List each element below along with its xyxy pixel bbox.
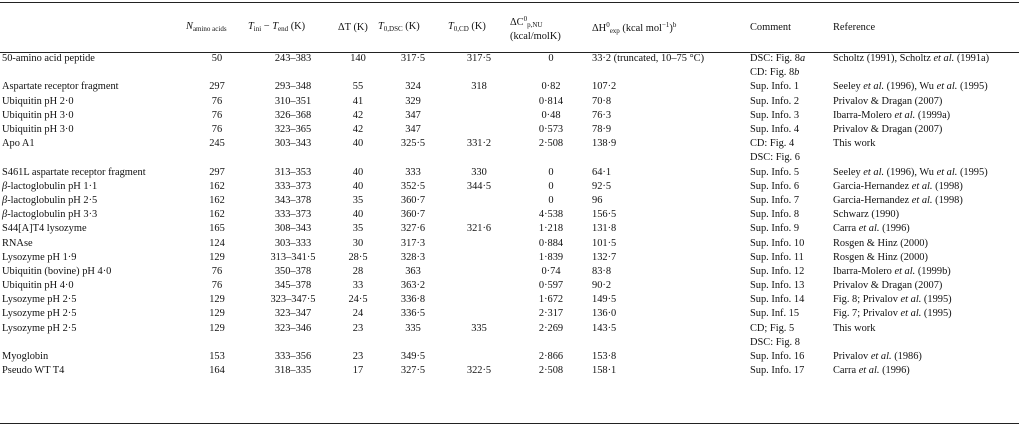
table-row: [0, 123, 1019, 137]
cell-reference: Carra et al. (1996): [833, 365, 910, 377]
header-comment: Comment: [750, 22, 791, 33]
table-row: [0, 95, 1019, 109]
cell-t0-dsc: 324: [405, 81, 421, 93]
table-row: [0, 80, 1019, 94]
cell-comment: Sup. Info. 13: [750, 280, 805, 292]
cell-t-range: 326–368: [274, 109, 312, 121]
cell-delta-c: 0·597: [538, 280, 564, 292]
cell-t0-cd: [448, 293, 510, 307]
cell-delta-t: 23: [352, 322, 364, 334]
cell-reference: Seeley et al. (1996), Wu et al. (1995): [833, 166, 988, 178]
cell-t0-cd: [448, 236, 510, 250]
cell-comment: CD: Fig. 8b: [750, 67, 800, 79]
cell-comment: Sup. Info. 9: [750, 223, 800, 235]
cell-delta-h: 64·1: [592, 166, 612, 178]
cell-reference: Seeley et al. (1996), Wu et al. (1995): [833, 81, 988, 93]
cell-n-amino: 129: [209, 251, 225, 263]
cell-reference: Garcia-Hernandez et al. (1998): [833, 194, 963, 206]
cell-delta-t: 41: [352, 95, 364, 107]
cell-t0-dsc: 336·5: [400, 308, 426, 320]
cell-delta-c: 0·814: [538, 95, 564, 107]
cell-delta-h: 149·5: [592, 294, 617, 306]
cell-t-range: 323–346: [274, 322, 312, 334]
cell-n-amino: [186, 336, 248, 350]
header-t-range: $T_{ini} - T_{end}$ (K): [248, 21, 306, 33]
table-row: [0, 52, 1019, 66]
cell-t0-cd: [448, 66, 510, 80]
cell-t0-cd: 330: [471, 166, 487, 178]
cell-delta-h: 76·3: [592, 109, 612, 121]
cell-delta-c: 1·672: [538, 294, 564, 306]
cell-delta-h: 70·8: [592, 95, 612, 107]
cell-name: β-lactoglobulin pH 3·3: [2, 209, 98, 221]
protein-unfolding-table: [0, 4, 1019, 378]
cell-delta-h: 136·0: [592, 308, 617, 320]
cell-delta-c: 0·884: [538, 237, 564, 249]
cell-n-amino: 297: [209, 81, 225, 93]
cell-t0-dsc: [378, 66, 448, 80]
cell-delta-h: 153·8: [592, 351, 617, 363]
cell-n-amino: 162: [209, 180, 225, 192]
cell-t-range: 343–378: [274, 194, 312, 206]
cell-name: β-lactoglobulin pH 1·1: [2, 180, 98, 192]
cell-delta-t: 40: [352, 166, 364, 178]
cell-delta-c: 2·317: [538, 308, 564, 320]
cell-comment: Sup. Info. 8: [750, 209, 800, 221]
cell-t-range: 350–378: [274, 265, 312, 277]
cell-comment: Sup. Info. 16: [750, 351, 805, 363]
cell-t0-dsc: [378, 336, 448, 350]
cell-t-range: 323–365: [274, 124, 312, 136]
cell-t-range: 308–343: [274, 223, 312, 235]
cell-t-range: 333–356: [274, 351, 312, 363]
cell-t-range: [248, 151, 338, 165]
table-row: [0, 251, 1019, 265]
cell-name: Apo A1: [2, 138, 35, 150]
cell-delta-t: 30: [352, 237, 364, 249]
cell-t0-dsc: 336·8: [400, 294, 426, 306]
cell-t0-cd: [448, 95, 510, 109]
cell-comment: DSC: Fig. 8: [750, 336, 800, 348]
top-rule: [0, 2, 1019, 3]
table-row: [0, 336, 1019, 350]
cell-delta-h: 107·2: [592, 81, 617, 93]
cell-delta-t: 28·5: [348, 251, 368, 263]
cell-t0-dsc: 317·3: [400, 237, 426, 249]
cell-t-range: 303–333: [274, 237, 312, 249]
cell-reference: Carra et al. (1996): [833, 223, 910, 235]
cell-delta-t: 42: [352, 124, 364, 136]
cell-comment: Sup. Info. 4: [750, 124, 800, 136]
cell-t0-cd: [448, 265, 510, 279]
cell-t0-dsc: 360·7: [400, 194, 426, 206]
cell-t-range: 318–335: [274, 365, 312, 377]
cell-t0-cd: 318: [471, 81, 487, 93]
cell-reference: This work: [833, 138, 876, 150]
cell-t-range: 333–373: [274, 180, 312, 192]
cell-t0-cd: [448, 109, 510, 123]
cell-t-range: 323–347: [274, 308, 312, 320]
cell-delta-c: 1·218: [538, 223, 564, 235]
cell-delta-h: 92·5: [592, 180, 612, 192]
cell-comment: Sup. Info. 11: [750, 251, 804, 263]
cell-delta-h: [592, 151, 750, 165]
cell-t0-cd: [448, 123, 510, 137]
table-row: [0, 265, 1019, 279]
cell-reference: Fig. 7; Privalov et al. (1995): [833, 308, 952, 320]
cell-delta-c: 2·508: [538, 365, 564, 377]
cell-delta-h: 33·2 (truncated, 10–75 °C): [592, 53, 705, 65]
cell-name: 50-amino acid peptide: [2, 53, 95, 65]
cell-name: Myoglobin: [2, 351, 49, 363]
cell-n-amino: 165: [209, 223, 225, 235]
cell-t0-cd: [448, 194, 510, 208]
cell-delta-h: 156·5: [592, 209, 617, 221]
cell-n-amino: 129: [209, 294, 225, 306]
cell-name: [0, 151, 186, 165]
cell-t-range: [248, 336, 338, 350]
cell-t-range: 313–353: [274, 166, 312, 178]
cell-t0-dsc: 349·5: [400, 351, 426, 363]
cell-t-range: 310–351: [274, 95, 312, 107]
cell-delta-h: 96: [592, 194, 603, 206]
cell-name: Lysozyme pH 2·5: [2, 294, 77, 306]
cell-name: Pseudo WT T4: [2, 365, 65, 377]
cell-t-range: 313–341·5: [270, 251, 316, 263]
cell-reference: [833, 336, 1019, 350]
cell-delta-t: 35: [352, 194, 364, 206]
cell-delta-h: 158·1: [592, 365, 617, 377]
cell-delta-t: 40: [352, 209, 364, 221]
table-row: [0, 222, 1019, 236]
cell-name: Lysozyme pH 2·5: [2, 322, 77, 334]
header-n-amino: $N_{amino acids}$: [186, 21, 227, 33]
cell-delta-t: 24·5: [348, 294, 368, 306]
cell-n-amino: 162: [209, 194, 225, 206]
cell-t0-cd: 335: [471, 322, 487, 334]
cell-n-amino: 76: [211, 124, 223, 136]
cell-t-range: [248, 66, 338, 80]
cell-delta-c: 2·508: [538, 138, 564, 150]
cell-reference: Garcia-Hernandez et al. (1998): [833, 180, 963, 192]
cell-t-range: 243–383: [274, 53, 312, 65]
table-row: [0, 180, 1019, 194]
cell-delta-c: 0: [548, 194, 554, 206]
cell-delta-t: 40: [352, 138, 364, 150]
cell-t0-cd: 331·2: [466, 138, 492, 150]
bottom-rule: [0, 423, 1019, 424]
cell-delta-t: 24: [352, 308, 364, 320]
cell-comment: Sup. Info. 7: [750, 194, 800, 206]
cell-delta-t: 33: [352, 280, 364, 292]
table-body: [0, 52, 1019, 378]
cell-t0-cd: [448, 336, 510, 350]
table-row: [0, 66, 1019, 80]
cell-t0-dsc: 347: [405, 124, 421, 136]
cell-t0-cd: 322·5: [466, 365, 492, 377]
cell-reference: [833, 151, 1019, 165]
cell-name: S44[A]T4 lysozyme: [2, 223, 87, 235]
cell-n-amino: 245: [209, 138, 225, 150]
table-row: [0, 109, 1019, 123]
cell-reference: Ibarra-Molero et al. (1999b): [833, 265, 951, 277]
cell-reference: Rosgen & Hinz (2000): [833, 251, 928, 263]
cell-delta-h: 131·8: [592, 223, 617, 235]
cell-delta-t: 17: [352, 365, 364, 377]
cell-n-amino: 164: [209, 365, 225, 377]
cell-delta-t: 28: [352, 265, 364, 277]
cell-t0-cd: [448, 208, 510, 222]
cell-comment: Sup. Inf. 15: [750, 308, 800, 320]
table-row: [0, 279, 1019, 293]
cell-n-amino: 76: [211, 280, 223, 292]
cell-reference: Privalov & Dragan (2007): [833, 280, 943, 292]
header-name: [0, 4, 186, 52]
cell-delta-h: [592, 66, 750, 80]
table-row: [0, 208, 1019, 222]
cell-reference: Fig. 8; Privalov et al. (1995): [833, 294, 952, 306]
cell-delta-c: 0·74: [541, 265, 561, 277]
cell-delta-t: [338, 66, 378, 80]
cell-n-amino: 50: [211, 53, 223, 65]
cell-t0-cd: [448, 307, 510, 321]
cell-name: β-lactoglobulin pH 2·5: [2, 194, 98, 206]
cell-delta-h: 83·8: [592, 265, 612, 277]
cell-comment: Sup. Info. 5: [750, 166, 800, 178]
table-row: [0, 194, 1019, 208]
cell-delta-t: 140: [350, 53, 366, 65]
cell-delta-c: 2·269: [538, 322, 564, 334]
cell-delta-h: 132·7: [592, 251, 617, 263]
cell-comment: CD; Fig. 5: [750, 322, 795, 334]
cell-t0-dsc: 327·6: [400, 223, 426, 235]
cell-delta-h: 138·9: [592, 138, 617, 150]
cell-delta-c: 0: [548, 53, 554, 65]
cell-name: Ubiquitin pH 3·0: [2, 124, 74, 136]
cell-n-amino: 153: [209, 351, 225, 363]
cell-comment: DSC: Fig. 8a: [750, 53, 806, 65]
cell-n-amino: 297: [209, 166, 225, 178]
cell-t0-dsc: 328·3: [400, 251, 426, 263]
cell-delta-h: 143·5: [592, 322, 617, 334]
cell-t0-cd: 317·5: [466, 53, 492, 65]
table-row: [0, 350, 1019, 364]
cell-t0-cd: [448, 251, 510, 265]
cell-n-amino: 124: [209, 237, 225, 249]
cell-comment: Sup. Info. 17: [750, 365, 805, 377]
header-t0-cd: $T_{0,CD}$ (K): [448, 21, 486, 33]
cell-n-amino: 129: [209, 308, 225, 320]
cell-t0-dsc: 360·7: [400, 209, 426, 221]
cell-delta-h: 78·9: [592, 124, 612, 136]
cell-n-amino: [186, 66, 248, 80]
header-reference: Reference: [833, 22, 876, 33]
cell-n-amino: [186, 151, 248, 165]
cell-delta-h: [592, 336, 750, 350]
cell-t0-cd: [448, 151, 510, 165]
cell-delta-c: 0·48: [541, 109, 561, 121]
header-t0-dsc: $T_{0,DSC}$ (K): [378, 21, 420, 33]
cell-delta-t: [338, 151, 378, 165]
cell-comment: Sup. Info. 6: [750, 180, 800, 192]
table-row: [0, 364, 1019, 378]
cell-t0-dsc: 335: [405, 322, 421, 334]
cell-reference: Privalov & Dragan (2007): [833, 95, 943, 107]
cell-delta-t: 40: [352, 180, 364, 192]
cell-t0-cd: 344·5: [466, 180, 492, 192]
cell-reference: Scholtz (1991), Scholtz et al. (1991a): [833, 53, 990, 65]
header-delta-c: $\Delta C^0_{p,NU}$ (kcal/molK): [510, 15, 561, 42]
header-row: [0, 4, 1019, 52]
cell-t-range: 293–348: [274, 81, 312, 93]
cell-t-range: 345–378: [274, 280, 312, 292]
cell-delta-h: 90·2: [592, 280, 612, 292]
cell-delta-c: 0·82: [541, 81, 561, 93]
cell-reference: Schwarz (1990): [833, 209, 900, 221]
cell-delta-c: 1·839: [538, 251, 564, 263]
table-row: [0, 137, 1019, 151]
cell-delta-h: 101·5: [592, 237, 617, 249]
cell-delta-t: 42: [352, 109, 364, 121]
cell-name: S461L aspartate receptor fragment: [2, 166, 146, 178]
cell-delta-t: [338, 336, 378, 350]
cell-n-amino: 76: [211, 95, 223, 107]
cell-t0-cd: 321·6: [466, 223, 492, 235]
cell-comment: DSC: Fig. 6: [750, 152, 800, 164]
table-row: [0, 322, 1019, 336]
cell-delta-c: [510, 151, 592, 165]
cell-delta-t: 23: [352, 351, 364, 363]
cell-comment: Sup. Info. 14: [750, 294, 805, 306]
cell-t0-dsc: 333: [405, 166, 421, 178]
cell-n-amino: 162: [209, 209, 225, 221]
cell-t0-dsc: 317·5: [400, 53, 426, 65]
cell-t-range: 303–343: [274, 138, 312, 150]
cell-reference: [833, 66, 1019, 80]
cell-t-range: 333–373: [274, 209, 312, 221]
header-delta-t: ΔT (K): [338, 22, 368, 33]
cell-delta-c: 0: [548, 180, 554, 192]
cell-t0-dsc: 347: [405, 109, 421, 121]
table-row: [0, 307, 1019, 321]
cell-delta-c: 4·538: [538, 209, 564, 221]
cell-comment: Sup. Info. 2: [750, 95, 800, 107]
cell-reference: Privalov & Dragan (2007): [833, 124, 943, 136]
cell-name: Ubiquitin pH 3·0: [2, 109, 74, 121]
cell-n-amino: 76: [211, 265, 223, 277]
cell-comment: Sup. Info. 1: [750, 81, 800, 93]
cell-delta-c: 2·866: [538, 351, 564, 363]
cell-delta-c: [510, 66, 592, 80]
table-row: [0, 151, 1019, 165]
cell-n-amino: 129: [209, 322, 225, 334]
cell-t0-cd: [448, 279, 510, 293]
cell-t0-dsc: 325·5: [400, 138, 426, 150]
cell-name: [0, 66, 186, 80]
cell-name: Lysozyme pH 2·5: [2, 308, 77, 320]
cell-n-amino: 76: [211, 109, 223, 121]
cell-reference: This work: [833, 322, 876, 334]
cell-comment: CD: Fig. 4: [750, 138, 795, 150]
cell-delta-c: [510, 336, 592, 350]
cell-t0-dsc: 352·5: [400, 180, 426, 192]
table-row: [0, 166, 1019, 180]
cell-name: RNAse: [2, 237, 33, 249]
cell-name: [0, 336, 186, 350]
cell-delta-t: 55: [352, 81, 364, 93]
cell-delta-c: 0: [548, 166, 554, 178]
table-row: [0, 236, 1019, 250]
cell-delta-t: 35: [352, 223, 364, 235]
cell-name: Aspartate receptor fragment: [2, 81, 119, 93]
cell-delta-c: 0·573: [538, 124, 564, 136]
cell-reference: Privalov et al. (1986): [833, 351, 922, 363]
cell-name: Ubiquitin (bovine) pH 4·0: [2, 265, 112, 277]
cell-t-range: 323–347·5: [270, 294, 316, 306]
cell-reference: Rosgen & Hinz (2000): [833, 237, 928, 249]
table-row: [0, 293, 1019, 307]
cell-t0-dsc: 363: [405, 265, 421, 277]
cell-name: Ubiquitin pH 4·0: [2, 280, 74, 292]
header-delta-h: $\Delta H^0_{exp}$ (kcal mol$^{-1}$)$^b$: [592, 21, 677, 35]
cell-t0-dsc: 327·5: [400, 365, 426, 377]
cell-t0-dsc: 329: [405, 95, 421, 107]
cell-name: Ubiquitin pH 2·0: [2, 95, 74, 107]
cell-t0-dsc: [378, 151, 448, 165]
cell-t0-dsc: 363·2: [400, 280, 426, 292]
cell-name: Lysozyme pH 1·9: [2, 251, 77, 263]
cell-t0-cd: [448, 350, 510, 364]
cell-comment: Sup. Info. 12: [750, 265, 805, 277]
cell-reference: Ibarra-Molero et al. (1999a): [833, 109, 951, 121]
cell-comment: Sup. Info. 3: [750, 109, 800, 121]
cell-comment: Sup. Info. 10: [750, 237, 805, 249]
